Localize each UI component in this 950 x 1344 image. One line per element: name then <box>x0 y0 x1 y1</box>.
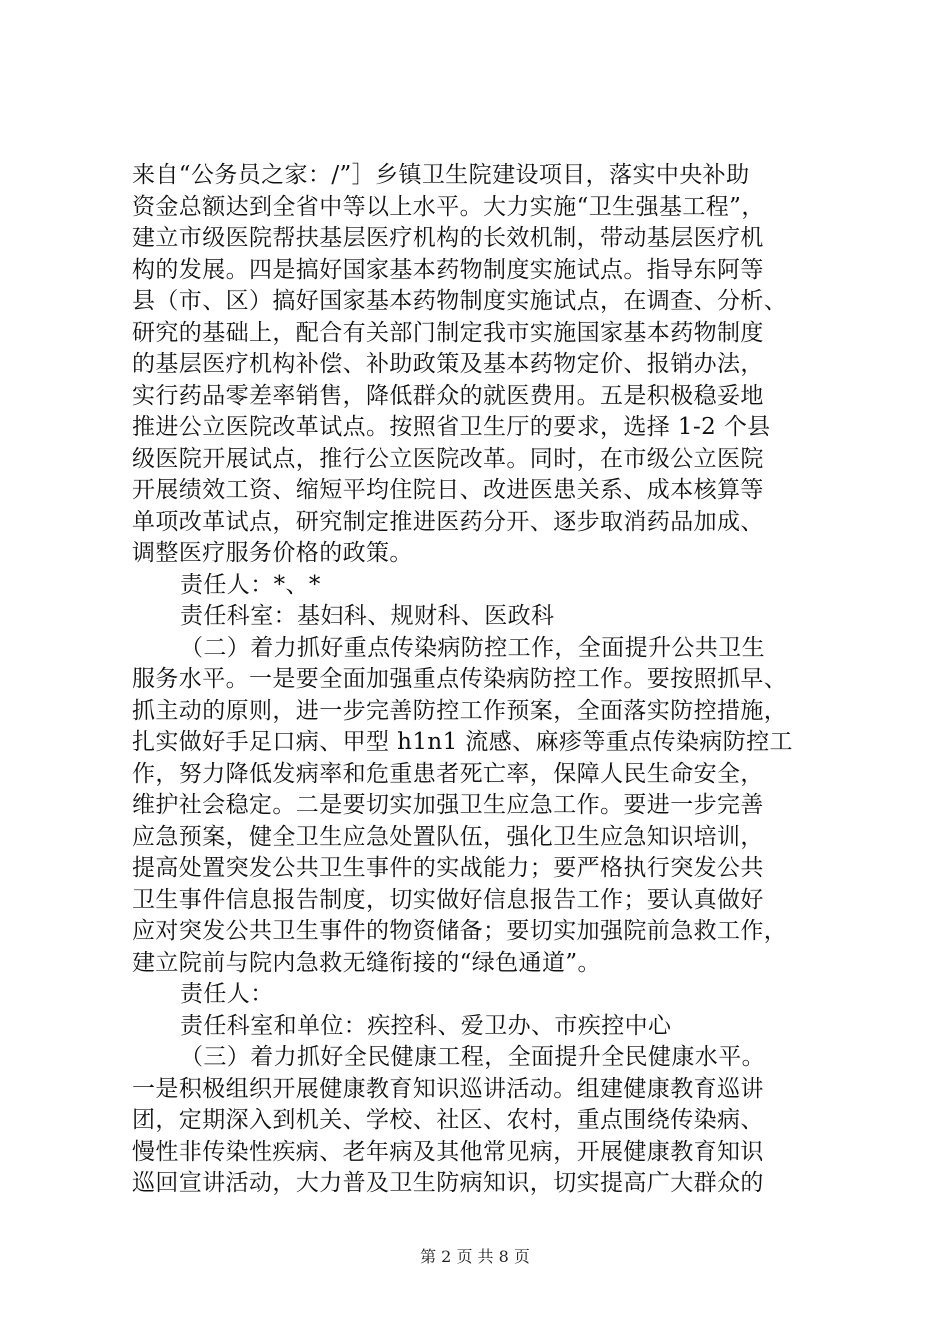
text-line: 资金总额达到全省中等以上水平。大力实施“卫生强基工程”， <box>132 193 765 220</box>
text-line: 责任人： <box>180 981 274 1007</box>
text-line: 提高处置突发公共卫生事件的实战能力；要严格执行突发公共 <box>132 855 764 881</box>
text-line: 作，努力降低发病率和危重患者死亡率，保障人民生命安全， <box>132 760 764 787</box>
text-line: 责任科室：基妇科、规财科、医政科 <box>180 603 555 629</box>
text-line: 卫生事件信息报告制度，切实做好信息报告工作；要认真做好 <box>132 886 764 913</box>
text-line: 巡回宣讲活动，大力普及卫生防病知识，切实提高广大群众的 <box>132 1170 764 1196</box>
text-line: 的基层医疗机构补偿、补助政策及基本药物定价、报销办法， <box>132 351 764 377</box>
text-line: 构的发展。四是搞好国家基本药物制度实施试点。指导东阿等 <box>132 256 764 283</box>
document-body <box>132 160 832 1200</box>
text-line: （三）着力抓好全民健康工程，全面提升全民健康水平。 <box>180 1044 765 1070</box>
text-line: 建立院前与院内急救无缝衔接的“绿色通道”。 <box>132 949 601 976</box>
text-line: 团，定期深入到机关、学校、社区、农村，重点围绕传染病、 <box>132 1107 764 1133</box>
text-line: 实行药品零差率销售，降低群众的就医费用。五是积极稳妥地 <box>132 382 764 409</box>
text-line: 开展绩效工资、缩短平均住院日、改进医患关系、成本核算等 <box>132 477 764 503</box>
text-line: 一是积极组织开展健康教育知识巡讲活动。组建健康教育巡讲 <box>132 1075 764 1102</box>
text-line: 调整医疗服务价格的政策。 <box>132 540 413 566</box>
text-line: 责任人：*、* <box>180 571 321 598</box>
text-line: 县（市、区）搞好国家基本药物制度实施试点，在调查、分析、 <box>132 288 788 314</box>
text-line: 扎实做好手足口病、甲型 h1n1 流感、麻疹等重点传染病防控工 <box>132 729 793 755</box>
text-line: 责任科室和单位：疾控科、爱卫办、市疾控中心 <box>180 1012 672 1039</box>
text-line: 应对突发公共卫生事件的物资储备；要切实加强院前急救工作， <box>132 918 788 944</box>
text-line: 维护社会稳定。二是要切实加强卫生应急工作。要进一步完善 <box>132 792 764 818</box>
text-line: 单项改革试点，研究制定推进医药分开、逐步取消药品加成、 <box>132 508 764 535</box>
text-line: 服务水平。一是要全面加强重点传染病防控工作。要按照抓早、 <box>132 666 788 692</box>
page-number-footer: 第 2 页 共 8 页 <box>420 1247 530 1266</box>
text-line: 慢性非传染性疾病、老年病及其他常见病，开展健康教育知识 <box>132 1138 764 1165</box>
text-line: （二）着力抓好重点传染病防控工作，全面提升公共卫生 <box>180 634 765 661</box>
text-line: 应急预案，健全卫生应急处置队伍，强化卫生应急知识培训， <box>132 823 764 850</box>
text-line: 推进公立医院改革试点。按照省卫生厅的要求，选择 1-2 个县 <box>132 414 771 440</box>
text-line: 来自“公务员之家：/”］乡镇卫生院建设项目，落实中央补助 <box>132 162 750 188</box>
text-line: 抓主动的原则，进一步完善防控工作预案，全面落实防控措施， <box>132 697 788 724</box>
text-line: 级医院开展试点，推行公立医院改革。同时，在市级公立医院 <box>132 445 764 472</box>
text-line: 研究的基础上，配合有关部门制定我市实施国家基本药物制度 <box>132 319 764 346</box>
text-line: 建立市级医院帮扶基层医疗机构的长效机制，带动基层医疗机 <box>132 225 764 251</box>
